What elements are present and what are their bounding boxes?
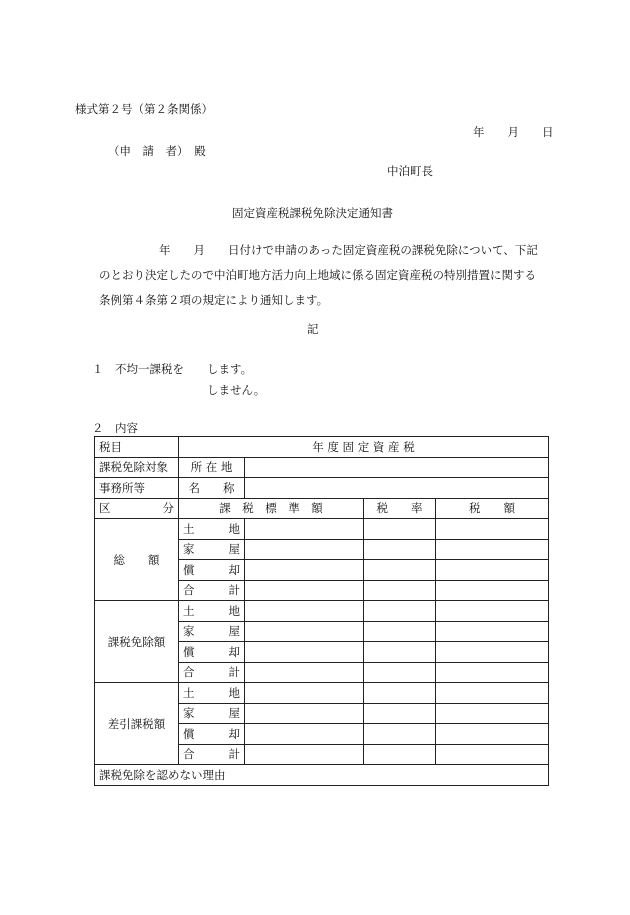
cell — [245, 560, 364, 581]
ki-heading: 記 — [307, 322, 319, 336]
row-label: 土 地 — [179, 519, 245, 540]
col-category: 区 分 — [95, 498, 179, 519]
content-table — [94, 436, 549, 786]
cell — [245, 642, 364, 663]
cell — [436, 560, 549, 581]
cell — [436, 683, 549, 704]
issuer: 中泊町長 — [387, 164, 433, 178]
tax-item-label: 税目 — [95, 437, 179, 458]
item2-label: ２ 内容 — [92, 421, 138, 435]
group-label: 課税免除額 — [95, 601, 179, 683]
col-rate: 税 率 — [364, 498, 436, 519]
table-row — [95, 601, 549, 622]
document-title: 固定資産税課税免除決定通知書 — [232, 206, 393, 220]
group-label: 差引課税額 — [95, 683, 179, 765]
column-header-row — [95, 498, 549, 519]
cell — [364, 724, 436, 745]
name-row — [95, 478, 549, 499]
cell — [364, 703, 436, 724]
row-label: 償 却 — [179, 724, 245, 745]
cell — [436, 724, 549, 745]
table-row — [95, 519, 549, 540]
location-label: 所 在 地 — [179, 457, 245, 478]
cell — [364, 683, 436, 704]
item1-option-no: しません。 — [207, 383, 266, 397]
col-amount: 税 額 — [436, 498, 549, 519]
cell — [436, 621, 549, 642]
cell — [245, 683, 364, 704]
name-value — [245, 478, 549, 499]
group-label: 総 額 — [95, 519, 179, 601]
cell — [245, 539, 364, 560]
cell — [436, 601, 549, 622]
cell — [364, 642, 436, 663]
cell — [364, 621, 436, 642]
tax-item-row — [95, 437, 549, 458]
cell — [436, 662, 549, 683]
date-line: 年 月 日 — [473, 125, 554, 139]
item1-option-yes: します。 — [207, 362, 253, 376]
cell — [436, 539, 549, 560]
cell — [364, 580, 436, 601]
cell — [364, 560, 436, 581]
addressee: （申 請 者） 殿 — [108, 144, 206, 158]
cell — [245, 519, 364, 540]
col-standard: 課 税 標 準 額 — [179, 498, 364, 519]
row-label: 土 地 — [179, 683, 245, 704]
cell — [245, 744, 364, 765]
cell — [364, 539, 436, 560]
row-label: 償 却 — [179, 642, 245, 663]
cell — [436, 703, 549, 724]
name-label: 名 称 — [179, 478, 245, 499]
cell — [245, 724, 364, 745]
tax-item-value: 年 度 固 定 資 産 税 — [179, 437, 549, 458]
body-line-1: 年 月 日付けで申請のあった固定資産税の課税免除について、下記 — [159, 243, 538, 257]
row-label: 家 屋 — [179, 703, 245, 724]
row-label: 家 屋 — [179, 621, 245, 642]
row-label: 合 計 — [179, 662, 245, 683]
form-number: 様式第２号（第２条関係） — [75, 102, 213, 116]
cell — [364, 519, 436, 540]
body-paragraph — [101, 238, 561, 313]
cell — [364, 744, 436, 765]
location-row — [95, 457, 549, 478]
office-label-2: 事務所等 — [95, 478, 179, 499]
cell — [436, 519, 549, 540]
cell — [245, 662, 364, 683]
reason-row — [95, 765, 549, 786]
item1-label: １ 不均一課税を — [92, 362, 184, 376]
row-label: 合 計 — [179, 580, 245, 601]
cell — [436, 580, 549, 601]
row-label: 家 屋 — [179, 539, 245, 560]
body-line-3: 条例第４条第２項の規定により通知します。 — [99, 293, 329, 307]
cell — [245, 621, 364, 642]
reason-label: 課税免除を認めない理由 — [95, 765, 549, 786]
cell — [364, 601, 436, 622]
office-label-1: 課税免除対象 — [95, 457, 179, 478]
cell — [436, 744, 549, 765]
body-line-2: のとおり決定したので中泊町地方活力向上地域に係る固定資産税の特別措置に関する — [99, 268, 536, 282]
table-row — [95, 683, 549, 704]
cell — [245, 580, 364, 601]
cell — [245, 601, 364, 622]
cell — [245, 703, 364, 724]
row-label: 償 却 — [179, 560, 245, 581]
cell — [364, 662, 436, 683]
row-label: 土 地 — [179, 601, 245, 622]
location-value — [245, 457, 549, 478]
cell — [436, 642, 549, 663]
row-label: 合 計 — [179, 744, 245, 765]
